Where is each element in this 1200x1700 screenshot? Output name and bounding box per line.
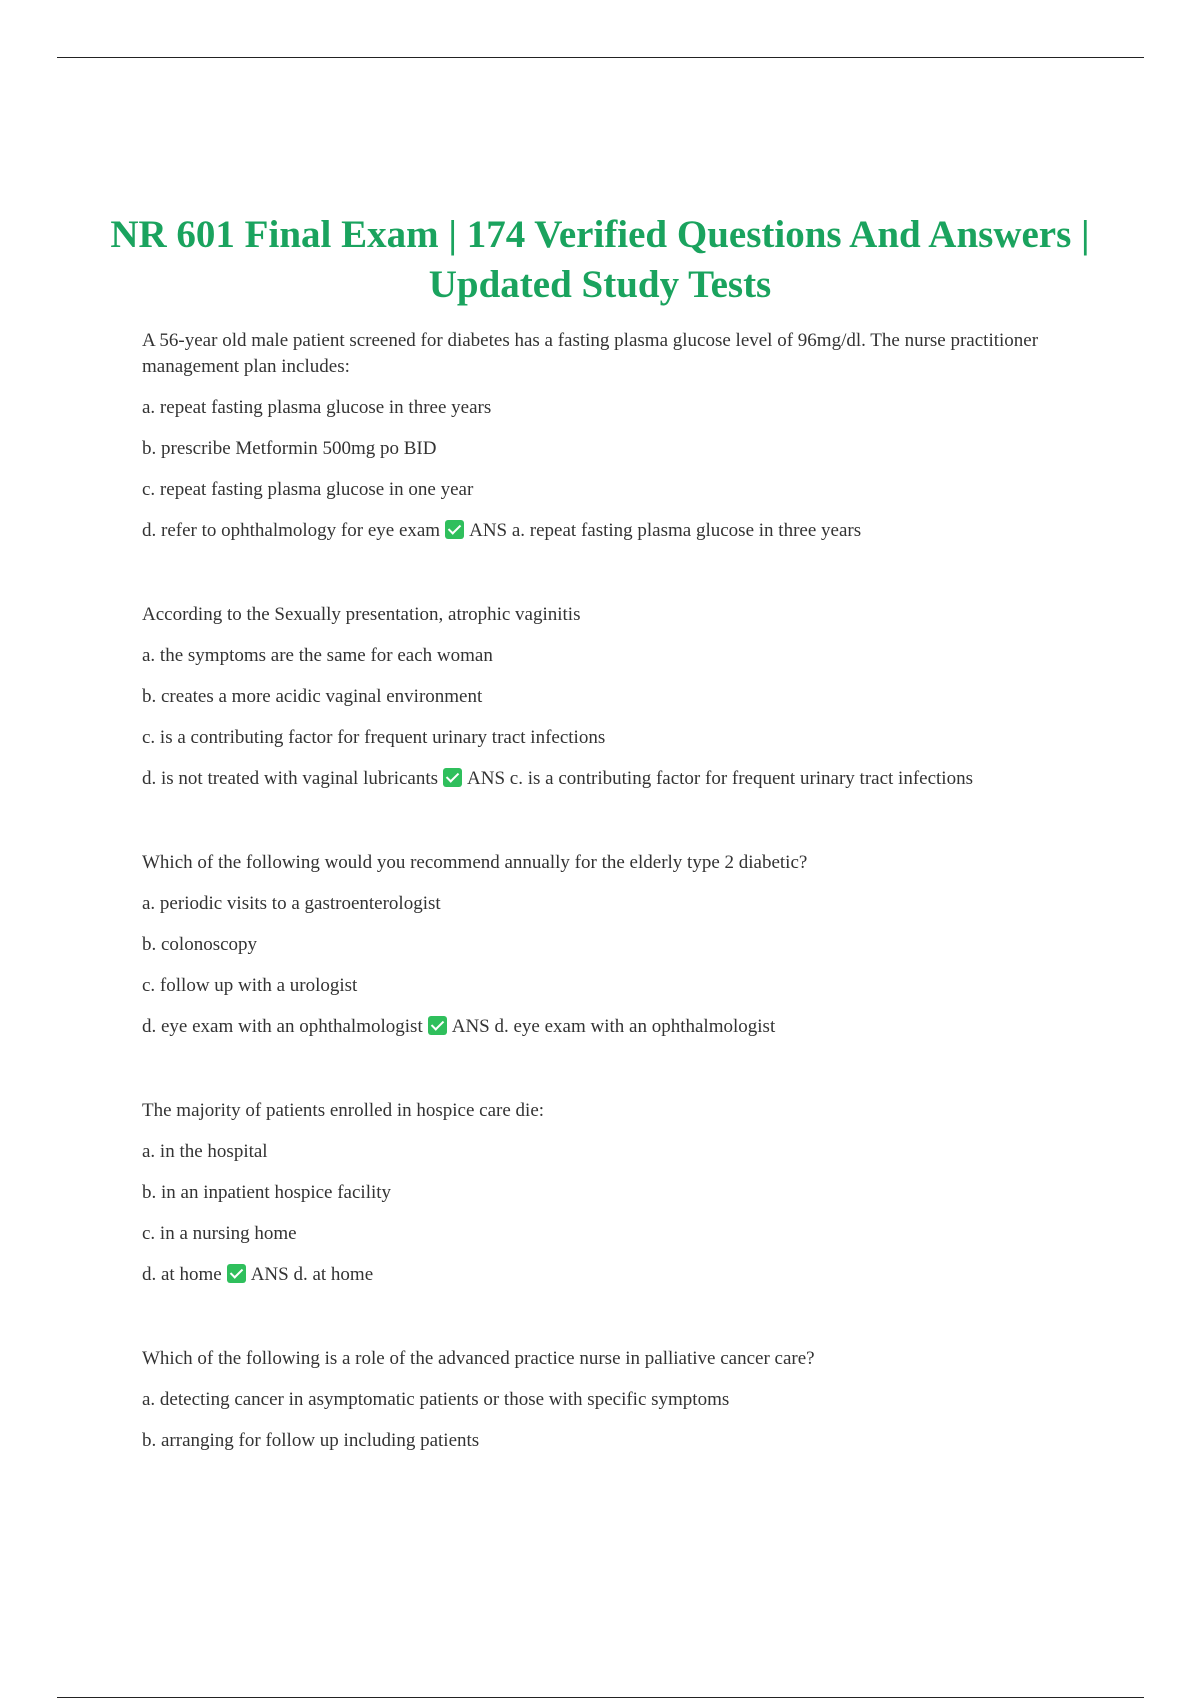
- answer-text: ANS c. is a contributing factor for frequent urinary tract infections: [467, 768, 973, 789]
- option-a: a. detecting cancer in asymptomatic patients or those with specific symptoms: [142, 1389, 730, 1410]
- question-block: [142, 328, 1092, 544]
- question-block: [142, 602, 1092, 792]
- question-text: A 56-year old male patient screened for diabetes has a fasting plasma glucose level of 96mg/dl. The nurse practitioner management plan includes:: [142, 330, 1039, 377]
- green-checkmark-icon: [428, 1016, 447, 1035]
- answer-text: ANS d. eye exam with an ophthalmologist: [451, 1016, 776, 1037]
- question-block: [142, 850, 1092, 1040]
- option-d-with-answer: [142, 518, 1092, 544]
- option-d: d. eye exam with an ophthalmologist: [142, 1016, 423, 1037]
- answer-text: ANS d. at home: [250, 1264, 374, 1285]
- option-a: a. repeat fasting plasma glucose in three years: [142, 397, 492, 418]
- questions-list: [142, 328, 1092, 1512]
- option-b: b. colonoscopy: [142, 934, 258, 955]
- page-top-rule: [57, 57, 1144, 58]
- answer-text: ANS a. repeat fasting plasma glucose in three years: [469, 520, 862, 541]
- option-a: a. periodic visits to a gastroenterologist: [142, 893, 441, 914]
- option-d-with-answer: [142, 766, 1092, 792]
- green-checkmark-icon: [443, 768, 462, 787]
- green-checkmark-icon: [445, 520, 464, 539]
- question-block: [142, 1346, 1092, 1454]
- option-a: a. in the hospital: [142, 1141, 268, 1162]
- option-b: b. in an inpatient hospice facility: [142, 1182, 392, 1203]
- option-b: b. arranging for follow up including patients: [142, 1430, 480, 1451]
- document-title: NR 601 Final Exam | 174 Verified Questions And Answers | Updated Study Tests: [110, 213, 1090, 306]
- question-text: The majority of patients enrolled in hospice care die:: [142, 1100, 545, 1121]
- question-text: According to the Sexually presentation, atrophic vaginitis: [142, 604, 581, 625]
- question-block: [142, 1098, 1092, 1288]
- option-d: d. at home: [142, 1264, 222, 1285]
- option-c: c. repeat fasting plasma glucose in one year: [142, 479, 474, 500]
- option-b: b. creates a more acidic vaginal environment: [142, 686, 483, 707]
- option-a: a. the symptoms are the same for each woman: [142, 645, 493, 666]
- option-d: d. refer to ophthalmology for eye exam: [142, 520, 441, 541]
- question-text: Which of the following is a role of the advanced practice nurse in palliative cancer care?: [142, 1348, 815, 1369]
- option-c: c. follow up with a urologist: [142, 975, 358, 996]
- option-c: c. in a nursing home: [142, 1223, 297, 1244]
- page-bottom-rule: [57, 1697, 1144, 1698]
- option-d-with-answer: [142, 1262, 1092, 1288]
- option-b: b. prescribe Metformin 500mg po BID: [142, 438, 437, 459]
- green-checkmark-icon: [227, 1264, 246, 1283]
- option-d-with-answer: [142, 1014, 1092, 1040]
- option-c: c. is a contributing factor for frequent urinary tract infections: [142, 727, 606, 748]
- option-d: d. is not treated with vaginal lubricants: [142, 768, 439, 789]
- question-text: Which of the following would you recommend annually for the elderly type 2 diabetic?: [142, 852, 808, 873]
